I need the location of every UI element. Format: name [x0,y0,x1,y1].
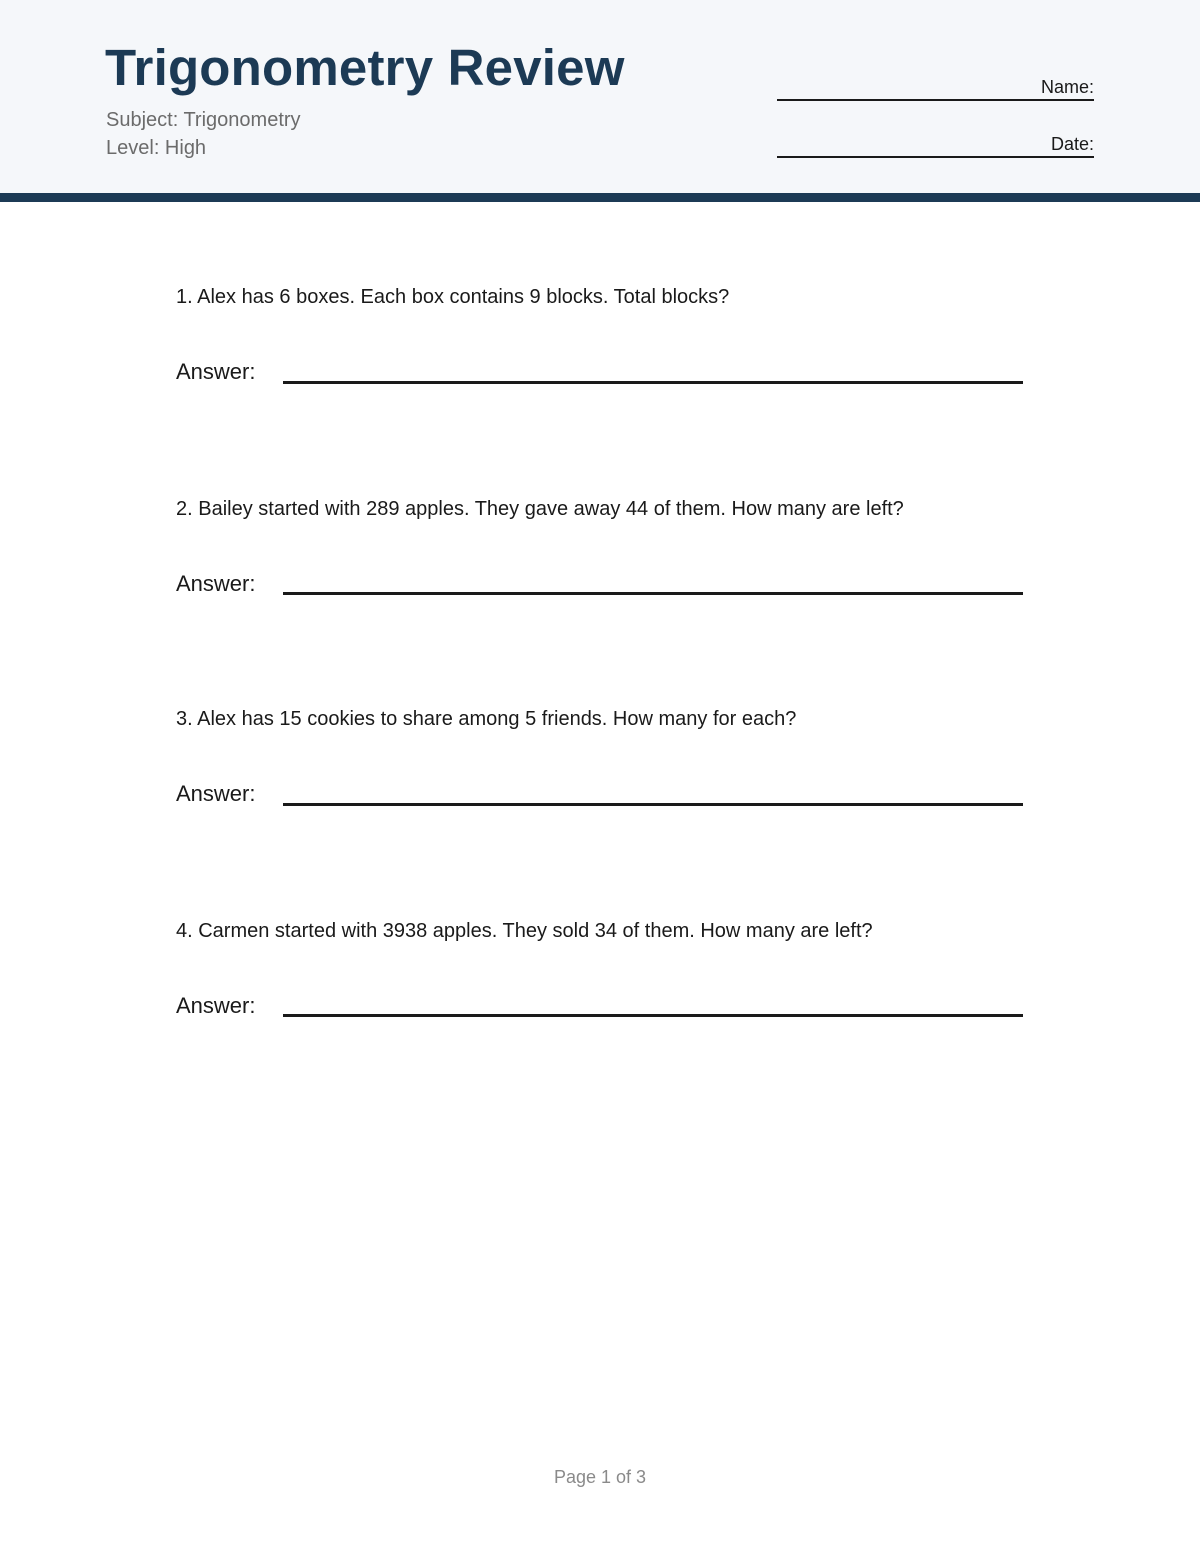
question-3: 3. Alex has 15 cookies to share among 5 friends. How many for each? [176,708,797,730]
question-2: 2. Bailey started with 289 apples. They gave away 44 of them. How many are left? [176,498,904,520]
answer-line-3[interactable] [283,803,1023,806]
name-field[interactable] [777,73,1094,101]
answer-line-4[interactable] [283,1014,1023,1017]
page-number: Page 1 of 3 [553,1467,647,1487]
date-field[interactable] [777,130,1094,158]
answer-label-1: Answer: [176,359,256,384]
date-label: Date: [1050,134,1094,154]
header-divider [0,193,1200,202]
answer-line-1[interactable] [283,381,1023,384]
question-1: 1. Alex has 6 boxes. Each box contains 9 blocks. Total blocks? [176,286,730,308]
subject-line: Subject: Trigonometry [106,109,301,131]
name-label: Name: [1040,77,1094,97]
level-line: Level: High [106,137,207,159]
answer-line-2[interactable] [283,592,1023,595]
worksheet-header [0,0,1200,193]
answer-label-2: Answer: [176,571,256,596]
answer-label-4: Answer: [176,993,256,1018]
question-4: 4. Carmen started with 3938 apples. They sold 34 of them. How many are left? [176,920,873,942]
answer-label-3: Answer: [176,781,256,806]
worksheet-title: Trigonometry Review [105,39,625,96]
